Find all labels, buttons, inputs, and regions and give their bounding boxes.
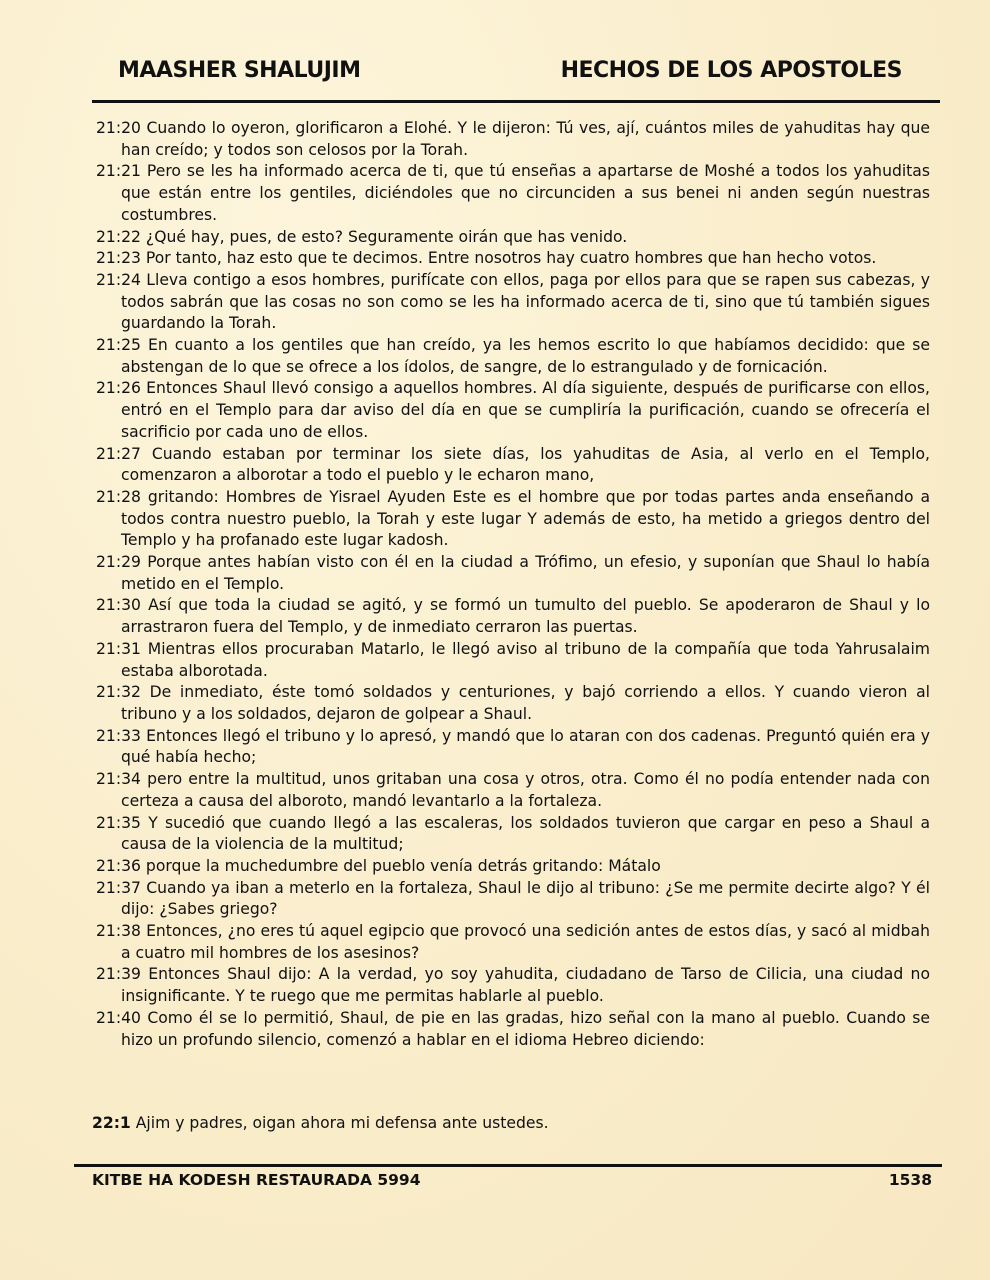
footer-divider [74,1164,942,1167]
verse [96,161,930,226]
verse [96,487,930,552]
verse-text: Entonces Shaul dijo: A la verdad, yo soy yahudita, ciudadano de Tarso de Cilicia, una ciudad no insignificante. Y te ruego que me permitas hablarle al pueblo. [121,965,930,1006]
verse-text: pero entre la multitud, unos gritaban una cosa y otros, otra. Como él no podía entender nada con certeza a causa del alboroto, mandó levantarlo a la fortaleza. [121,770,930,810]
verse-text: Entonces, ¿no eres tú aquel egipcio que provocó una sedición antes de estos días, y sacó al midbah a cuatro mil hombres de los asesinos? [121,922,930,962]
verse-ref: 21:30 [96,596,141,615]
verse-ref: 21:33 [96,726,141,745]
verse [96,813,930,856]
verse [96,227,930,249]
header-divider [92,100,940,103]
verse-text: Como él se lo permitió, Shaul, de pie en las gradas, hizo señal con la mano al pueblo. Cuando se hizo un profundo silencio, comenzó a hablar en el idioma Hebreo diciendo: [121,1008,930,1049]
verse-text: Cuando ya iban a meterlo en la fortaleza, Shaul le dijo al tribuno: ¿Se me permite decirte algo? Y él dijo: ¿Sabes griego? [121,878,930,919]
verse-text: De inmediato, éste tomó soldados y centuriones, y bajó corriendo a ellos. Y cuando vieron al tribuno y a los soldados, dejaron de golpear a Shaul. [121,683,930,723]
verse [96,964,930,1007]
verse [96,335,930,378]
verse-ref: 21:22 [96,227,141,246]
verse-ref: 21:23 [96,249,141,268]
verse-ref: 21:34 [96,770,141,789]
verse-ref: 21:24 [96,270,141,289]
page-header [92,56,940,100]
verse-ref: 21:29 [96,553,141,572]
verse [96,726,930,769]
book-title-hebrew: MAASHER SHALUJIM [118,58,361,83]
verse [96,921,930,964]
verse-ref: 21:37 [96,878,141,897]
verse-ref: 21:36 [96,856,141,875]
chapter-verse-ref: 22:1 [92,1114,131,1132]
verse [96,552,930,595]
verse-ref: 21:27 [96,444,141,463]
verse-ref: 21:40 [96,1008,141,1027]
verse [96,1008,930,1051]
verse-text: Por tanto, haz esto que te decimos. Entre nosotros hay cuatro hombres que han hecho votos. [145,249,877,268]
verse [96,378,930,443]
verse-ref: 21:32 [96,683,141,702]
verse-ref: 21:20 [96,119,141,137]
verse [96,856,930,878]
verse [96,595,930,638]
verse-text: Y sucedió que cuando llegó a las escaleras, los soldados tuvieron que cargar en peso a Shaul a causa de la violencia de la multitud; [121,813,930,854]
verse-text: Entonces Shaul llevó consigo a aquellos hombres. Al día siguiente, después de purificarse con ellos, entró en el Templo para dar aviso del día en que se cumpliría la purificación, cuando se ofrecería el sacrificio por cada uno de ellos. [121,379,930,441]
verse-text: ¿Qué hay, pues, de esto? Seguramente oirán que has venido. [145,227,628,246]
verse-ref: 21:25 [96,336,141,355]
book-title-spanish: HECHOS DE LOS APOSTOLES [560,58,902,83]
verse-text: Pero se les ha informado acerca de ti, que tú enseñas a apartarse de Moshé a todos los yahuditas que están entre los gentiles, diciéndoles que no circunciden a sus benei ni anden según nuestras costumbres. [121,162,930,224]
verse [96,248,930,270]
verse-text: Mientras ellos procuraban Matarlo, le llegó aviso al tribuno de la compañía que toda Yahrusalaim estaba alborotada. [121,639,930,680]
footer-title: KITBE HA KODESH RESTAURADA 5994 [92,1171,421,1189]
verse [96,639,930,682]
verse [96,118,930,161]
verse-ref: 21:21 [96,162,141,181]
verse-text: porque la muchedumbre del pueblo venía detrás gritando: Mátalo [145,856,661,875]
verse-text: gritando: Hombres de Yisrael Ayuden Este es el hombre que por todas partes anda enseñando a todos contra nuestro pueblo, la Torah y este lugar Y además de esto, ha metido a griegos dentro del Templo y ha profanado este lugar kadosh. [121,487,930,550]
chapter-start [92,1112,932,1134]
verse-ref: 21:26 [96,379,141,398]
verse-text: Lleva contigo a esos hombres, purifícate con ellos, paga por ellos para que se rapen sus cabezas, y todos sabrán que las cosas no son como se les ha informado acerca de ti, sino que tú también sigues guardando la Torah. [121,270,930,333]
verse-text: En cuanto a los gentiles que han creído, ya les hemos escrito lo que habíamos decidido: que se abstengan de lo que se ofrece a los ídolos, de sangre, de lo estrangulado y de fornicación. [121,336,930,376]
verse-text: Cuando lo oyeron, glorificaron a Elohé. Y le dijeron: Tú ves, ají, cuántos miles de yahuditas hay que han creído; y todos son celosos por la Torah. [121,119,930,159]
verse-ref: 21:39 [96,965,141,984]
verse-text: Así que toda la ciudad se agitó, y se formó un tumulto del pueblo. Se apoderaron de Shaul y lo arrastraron fuera del Templo, y de inmediato cerraron las puertas. [121,596,930,637]
page-footer [92,1171,932,1193]
verse-list [96,118,930,1051]
verse-ref: 21:38 [96,922,141,941]
verse-text: Cuando estaban por terminar los siete días, los yahuditas de Asia, al verlo en el Templo, comenzaron a alborotar a todo el pueblo y le echaron mano, [121,444,930,485]
verse [96,444,930,487]
verse [96,878,930,921]
chapter-verse-text: Ajim y padres, oigan ahora mi defensa ante ustedes. [135,1114,549,1132]
verse-text: Porque antes habían visto con él en la ciudad a Trófimo, un efesio, y suponían que Shaul lo había metido en el Templo. [121,553,930,593]
verse-ref: 21:28 [96,487,141,506]
page-number: 1538 [888,1171,932,1189]
verse [96,769,930,812]
verse-ref: 21:35 [96,813,141,832]
verse-ref: 21:31 [96,639,141,658]
verse-text: Entonces llegó el tribuno y lo apresó, y mandó que lo ataran con dos cadenas. Preguntó quién era y qué había hecho; [121,726,930,767]
verse [96,682,930,725]
verse [96,270,930,335]
